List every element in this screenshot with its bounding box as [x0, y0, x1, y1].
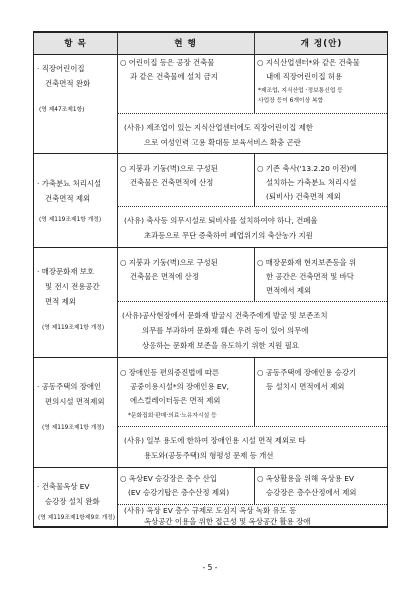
row3-law: (영 제119조제1항 개정) [42, 325, 105, 331]
reform-table [33, 31, 388, 528]
column-divider [254, 33, 255, 54]
row1-current-1: ○ 어린이집 등은 공장 건축물 [120, 58, 215, 67]
row1-item-line1: · 직장어린이집 [37, 64, 85, 73]
row1-revised-2: 내에 직장어린이집 허용 [266, 72, 343, 81]
row4-reason-1: (사유) 일부 용도에 한하여 장애인용 시설 면적 제외로 타 [124, 436, 306, 445]
row2-col-divider [254, 154, 255, 206]
row3-col-divider [254, 248, 255, 301]
row5-law: (영 제119조제1항제9호 개정) [38, 515, 116, 521]
row2-item-line2: 건축면적 제외 [45, 194, 91, 203]
row5-reason-1: (사유) 옥상 EV 층수 규제로 도심지 옥상 녹화 유도 등 [124, 506, 297, 515]
row4-revised-2: 등 설치시 면적에서 제외 [266, 382, 345, 391]
row2-reason-1: (사유) 축사등 의무시설로 퇴비사를 설치하여야 하나, 건폐율 [124, 216, 318, 225]
row3-reason-2: 의무를 부과하여 문화재 훼손 우려 등이 있어 의무에 [142, 326, 309, 335]
row4-current-2: 공중이용시설*의 장애인용 EV, [130, 382, 230, 391]
table-header [34, 33, 387, 55]
row-separator [34, 153, 387, 154]
row5-reason-2: 옥상공간 이용을 위한 접근성 및 옥상공간 활용 장애 [144, 517, 311, 526]
row4-current-1: ○ 장애인등 편의증진법에 따른 [120, 368, 220, 377]
row1-note-1: *제조업, 지식산업 ·정보통신업 등 [258, 88, 343, 94]
column-divider [117, 33, 118, 526]
row1-col-divider [254, 54, 255, 113]
row3-item-line1: · 매장문화재 보호 [37, 267, 95, 276]
row1-divider [117, 113, 387, 114]
header-revised: 개 정(안) [300, 39, 343, 49]
row5-col-divider [254, 468, 255, 504]
row3-revised-3: 면적에서 제외 [266, 286, 312, 295]
row3-reason-1: (사유)공사현장에서 문화재 발굴시 건축주에게 발굴 및 보존조치 [122, 311, 328, 320]
row5-item-line2: 승강장 설치 완화 [45, 497, 100, 506]
row5-current-2: (EV 승강기탑은 층수산정 제외) [128, 488, 230, 497]
row5-revised-2: 승강장은 층수산정에서 제외 [266, 488, 357, 497]
row2-item-line1: · 가축분뇨 처리시설 [37, 179, 102, 188]
row4-law: (영 제119조제1항 개정) [42, 425, 105, 431]
row1-current-2: 과 같은 건축물에 설치 금지 [130, 72, 218, 81]
row5-revised-1: ○ 옥상활용을 위해 옥상용 EV [257, 474, 354, 483]
row4-note: *문화집회·판매·의료·노유자시설 등 [128, 413, 217, 419]
row3-current-1: ○ 지붕과 기둥(벽)으로 구성된 [120, 258, 218, 267]
row3-divider [117, 301, 387, 302]
row2-reason-2: 초과등으로 무단 증축하여 폐업위기의 축산농가 지원 [144, 231, 313, 240]
page-number: - 5 - [202, 563, 218, 572]
row4-item-line2: 편의시설 면적제외 [45, 397, 105, 406]
row4-revised-1: ○ 공동주택에 장애인용 승강기 [257, 368, 357, 377]
row4-item-line1: · 공동주택의 장애인 [37, 382, 102, 391]
row3-item-line2: 및 전시 전용공간 [45, 282, 100, 291]
row3-revised-1: ○ 매장문화재 현지보존등을 위 [257, 258, 357, 267]
row2-current-2: 건축물은 건축면적에 산정 [130, 178, 214, 187]
row3-item-line3: 면적 제외 [45, 297, 76, 306]
header-item: 항 목 [64, 39, 87, 49]
row5-current-1: ○ 옥상EV 승강장은 층수 산입 [120, 474, 217, 483]
row1-item-line2: 건축면적 완화 [45, 79, 91, 88]
row4-col-divider [254, 358, 255, 426]
row5-item-line1: · 건축물옥상 EV [37, 482, 90, 491]
row2-revised-2: 설치하는 가축분뇨 처리시설 [266, 178, 357, 187]
row3-revised-2: 한 공간은 건축면적 및 바닥 [266, 272, 354, 281]
row2-revised-3: (퇴비사) 건축면적 제외 [266, 192, 341, 201]
row-separator [34, 467, 387, 468]
header-current: 현 행 [174, 39, 197, 49]
row4-current-3: 에스컬레이터등은 면적 제외 [130, 396, 221, 405]
row3-current-2: 건축물은 면적에 산정 [130, 272, 199, 281]
row2-divider [117, 206, 387, 207]
row4-divider [117, 426, 387, 427]
row-separator [34, 247, 387, 248]
row1-reason-2: 으로 여성인력 고용 확대등 보육서비스 확충 곤란 [144, 138, 301, 147]
row1-revised-1: ○ 지식산업센터*와 같은 건축물 [257, 58, 360, 67]
row-separator [34, 357, 387, 358]
row3-reason-3: 상응하는 문화재 보존을 유도하기 위한 지원 필요 [142, 341, 299, 350]
row2-law: (영 제119조제1항 개정) [39, 217, 102, 223]
row1-reason-1: (사유) 제조업이 있는 지식산업센터에도 직장어린이집 제한 [124, 123, 313, 132]
row1-law: (영 제47조제1항) [39, 107, 85, 113]
row2-current-1: ○ 지붕과 기둥(벽)으로 구성된 [120, 164, 218, 173]
row4-reason-2: 용도와(공동주택)의 형평성 문제 등 개선 [144, 451, 274, 460]
row1-note-2: 사업장 등이 6개이상 복합 [258, 98, 324, 104]
row2-revised-1: ○ 기존 축사('13.2.20 이전)에 [257, 164, 357, 173]
